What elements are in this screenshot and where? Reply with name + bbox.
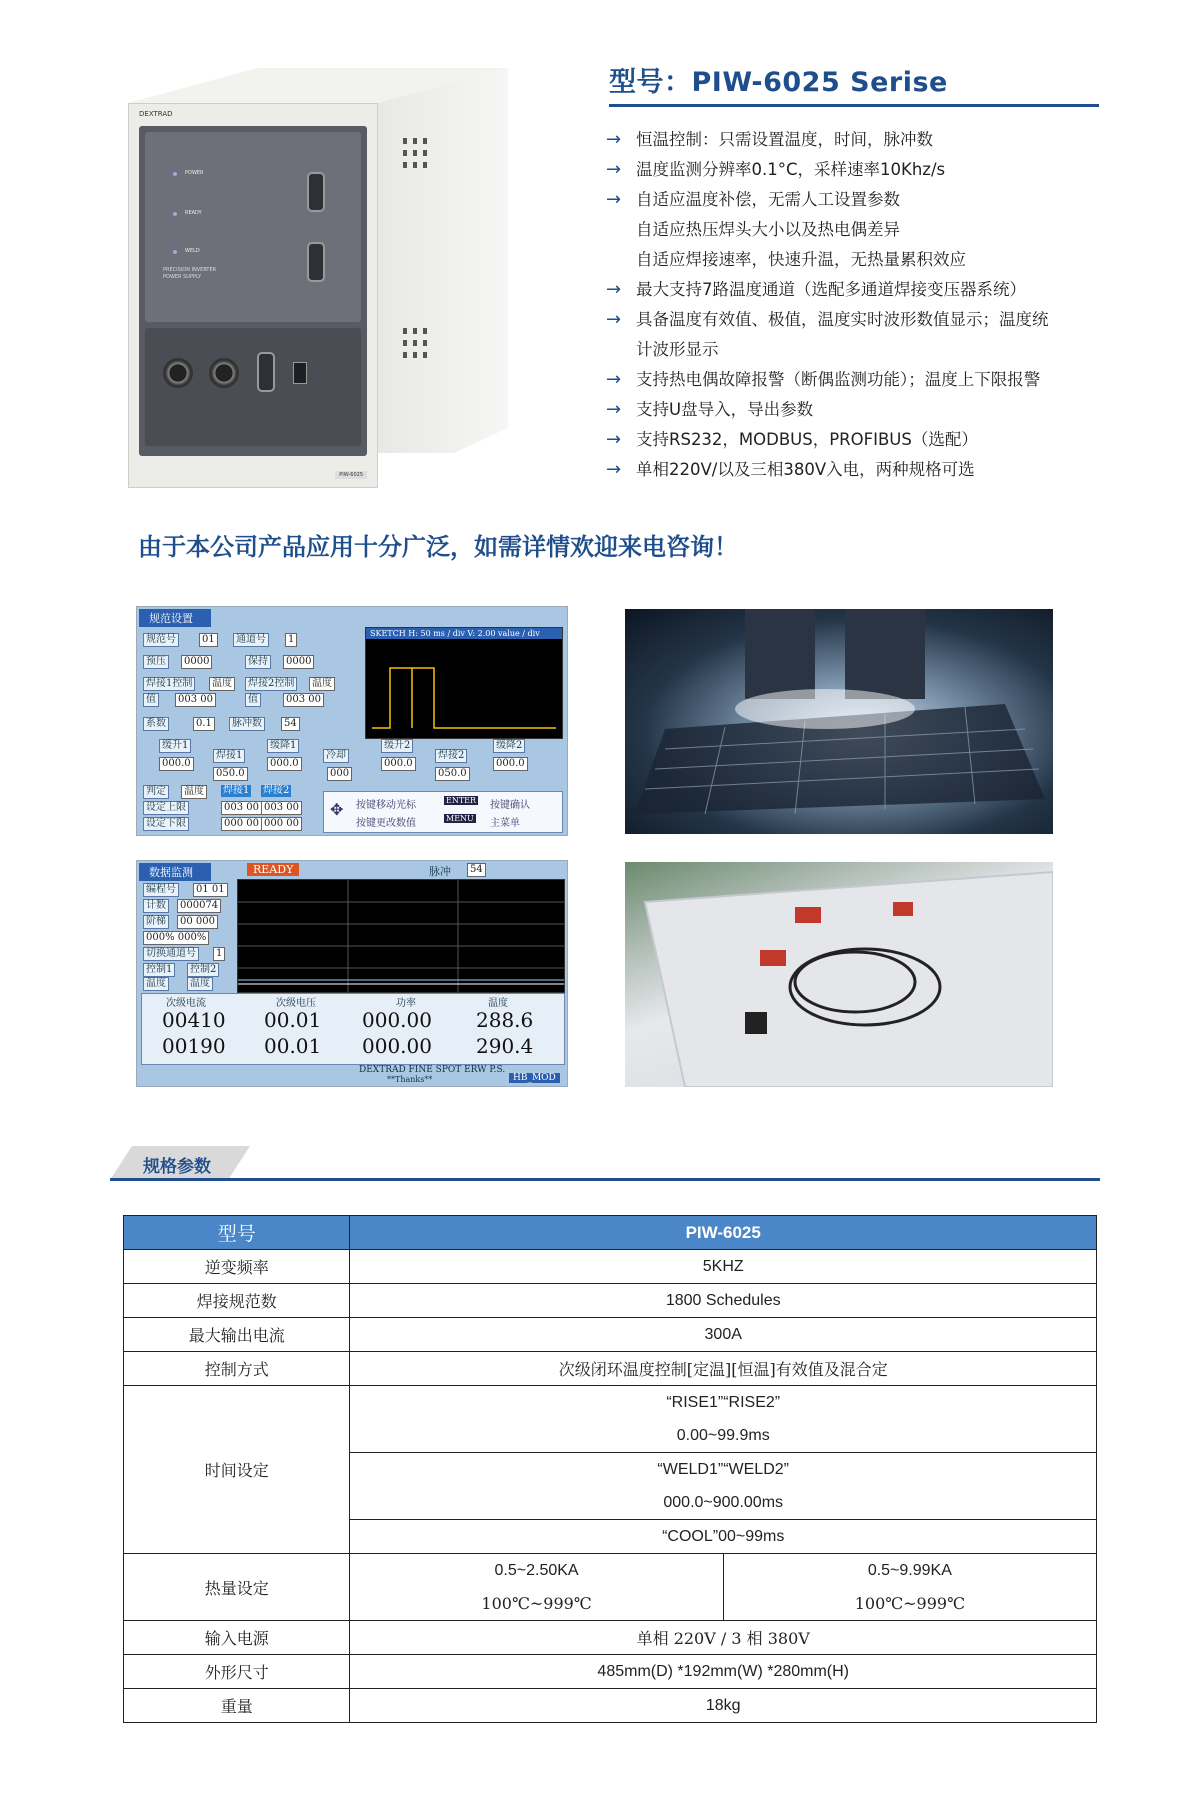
- hmi-value: 0000: [283, 655, 314, 669]
- feature-line: 支持U盘导入，导出参数: [636, 400, 814, 419]
- arrow-right-icon: →: [606, 129, 622, 150]
- key-hint-panel: [323, 791, 563, 833]
- product-image: [128, 68, 508, 488]
- arrow-right-icon: →: [606, 369, 622, 390]
- readout-current: 00190: [162, 1034, 226, 1058]
- feature-line: 支持RS232，MODBUS，PROFIBUS（选配）: [636, 430, 978, 449]
- spec-label: 热量设定: [124, 1554, 350, 1621]
- weld-led-label: WELD: [185, 248, 200, 254]
- production-line-photo: [625, 609, 1053, 834]
- spec-value: 100℃~999℃: [723, 1587, 1096, 1621]
- arrow-right-icon: →: [606, 309, 622, 330]
- monitor-readout: [141, 993, 565, 1065]
- consult-banner: 由于本公司产品应用十分广泛，如需详情欢迎来电咨询！: [138, 533, 738, 561]
- panel-caption: [163, 267, 216, 281]
- readout-power: 000.00: [362, 1034, 432, 1058]
- hint-text: 按键确认: [490, 800, 530, 811]
- spec-row: [124, 1386, 1097, 1420]
- dpad-icon: ✥: [330, 800, 344, 819]
- control-panel: [139, 126, 367, 456]
- vent: [423, 138, 427, 144]
- vent: [403, 340, 407, 346]
- column-header: 次级电压: [276, 998, 316, 1009]
- hmi-label: 设定下限: [143, 817, 189, 831]
- step-label: 冷却: [323, 749, 349, 763]
- hmi-value: 温度: [181, 785, 207, 799]
- round-connector-right: [209, 358, 239, 388]
- spec-row: [124, 1352, 1097, 1386]
- hmi-value: 0.1: [193, 717, 215, 731]
- hmi-label: 焊接2控制: [245, 677, 297, 691]
- monitor-value: 1: [213, 947, 225, 961]
- spec-label: 逆变频率: [124, 1250, 350, 1284]
- spec-value: 18kg: [350, 1689, 1097, 1723]
- hmi-value: 1: [285, 633, 297, 647]
- hmi-value: 温度: [209, 677, 235, 691]
- spec-row: [124, 1655, 1097, 1689]
- hmi-label: 系数: [143, 717, 169, 731]
- vent: [413, 328, 417, 334]
- vent: [403, 138, 407, 144]
- vent: [423, 352, 427, 358]
- arrow-right-icon: →: [606, 189, 622, 210]
- panel-upper: [145, 132, 361, 322]
- step-value: 000.0: [267, 757, 302, 771]
- spec-label: 重量: [124, 1689, 350, 1723]
- spec-row: [124, 1318, 1097, 1352]
- step-value: 000.0: [159, 757, 194, 771]
- feature-item: [606, 305, 1106, 365]
- vent: [413, 150, 417, 156]
- panel-caption-line: PRECISION INVERTER: [163, 267, 217, 273]
- feature-line: 最大支持7路温度通道（选配多通道焊接变压器系统）: [636, 280, 1026, 299]
- spec-row: [124, 1250, 1097, 1284]
- monitor-label: 计数: [143, 899, 169, 913]
- monitor-waveform: [238, 880, 564, 992]
- monitor-value: 00 000: [177, 915, 218, 929]
- spec-row: [124, 1621, 1097, 1655]
- vent: [423, 162, 427, 168]
- step-value: 000: [327, 767, 352, 781]
- hmi-label: 值: [143, 693, 159, 707]
- hmi-value: 003 00: [221, 801, 262, 815]
- ready-led: [173, 212, 177, 216]
- vent: [423, 340, 427, 346]
- hmi-label: 预压: [143, 655, 169, 669]
- hmi-label: 规范号: [143, 633, 179, 647]
- spec-label: 输入电源: [124, 1621, 350, 1655]
- hmi-value: 000 00: [221, 817, 262, 831]
- model-title: 型号：PIW-6025 Serise: [609, 67, 948, 98]
- spec-value: 000.0~900.00ms: [350, 1486, 1097, 1520]
- title-rule: [609, 104, 1099, 107]
- spec-value: 0.00~99.9ms: [350, 1419, 1097, 1453]
- step-label: 焊接2: [435, 749, 467, 763]
- vent: [413, 162, 417, 168]
- spec-value: “COOL”00~99ms: [350, 1520, 1097, 1554]
- power-led-label: POWER: [185, 170, 204, 176]
- menu-key: MENU: [446, 814, 474, 823]
- hmi-value: 003 00: [283, 693, 324, 707]
- vent: [423, 150, 427, 156]
- spec-label: 时间设定: [124, 1386, 350, 1554]
- monitor-value: 000074: [177, 899, 221, 913]
- spec-value: 5KHZ: [350, 1250, 1097, 1284]
- spec-row: [124, 1554, 1097, 1588]
- rs232-port: [257, 352, 275, 392]
- weld1-tag: 焊接1: [223, 785, 250, 796]
- step-label: 缓降1: [267, 739, 299, 753]
- hmi-label: 设定上限: [143, 801, 189, 815]
- feature-item: [606, 455, 1106, 485]
- step-label: 缓升2: [381, 739, 413, 753]
- feature-item: [606, 155, 1106, 185]
- step-value: 050.0: [213, 767, 248, 781]
- step-label: 焊接1: [213, 749, 245, 763]
- arrow-right-icon: →: [606, 399, 622, 420]
- sketch-info: H: 50 ms / div V: 2.00 value / div: [408, 629, 540, 638]
- section-label: 规格参数: [143, 1157, 211, 1177]
- vent: [403, 328, 407, 334]
- feature-item: [606, 185, 1106, 275]
- panel-caption-line: POWER SUPPLY: [163, 274, 202, 280]
- monitor-label: 编程号: [143, 883, 179, 897]
- ready-badge: READY: [247, 863, 299, 876]
- serial-port-bottom: [307, 242, 325, 282]
- hmi-value: 温度: [309, 677, 335, 691]
- monitor-scope: [237, 879, 565, 993]
- spec-value: “RISE1”“RISE2”: [350, 1386, 1097, 1420]
- monitor-label: 控制2: [187, 963, 219, 977]
- weld2-tag: 焊接2: [263, 785, 290, 796]
- feature-item: [606, 425, 1106, 455]
- readout-voltage: 00.01: [264, 1034, 322, 1058]
- spec-label: 焊接规范数: [124, 1284, 350, 1318]
- hmi-label: 值: [245, 693, 261, 707]
- step-value: 000.0: [493, 757, 528, 771]
- column-header: 温度: [488, 998, 508, 1009]
- spec-label: 最大输出电流: [124, 1318, 350, 1352]
- ready-led-label: READY: [185, 210, 202, 216]
- hint-text: 主菜单: [490, 818, 520, 829]
- spec-value: 1800 Schedules: [350, 1284, 1097, 1318]
- spec-value: 485mm(D) *192mm(W) *280mm(H): [350, 1655, 1097, 1689]
- side-vents: [403, 138, 463, 418]
- spec-row: [124, 1284, 1097, 1318]
- column-header: 次级电流: [166, 998, 206, 1009]
- spec-value: PIW-6025: [350, 1216, 1097, 1250]
- arrow-right-icon: →: [606, 159, 622, 180]
- spec-row-model: [124, 1216, 1097, 1250]
- spec-value: 0.5~9.99KA: [723, 1554, 1096, 1588]
- step-label: 缓降2: [493, 739, 525, 753]
- arrow-right-icon: →: [606, 279, 622, 300]
- hmi-label: 判定: [143, 785, 169, 799]
- hmi-label: 保持: [245, 655, 271, 669]
- panel-lower: [145, 328, 361, 446]
- feature-list: [606, 125, 1106, 485]
- spec-value: 单相 220V / 3 相 380V: [350, 1621, 1097, 1655]
- hmi-label: 焊接1控制: [143, 677, 195, 691]
- step-label: 缓升1: [159, 739, 191, 753]
- production-line-illustration: [625, 609, 1053, 834]
- hmi-value: 01: [199, 633, 218, 647]
- feature-item: [606, 395, 1106, 425]
- feature-line: 具备温度有效值、极值，温度实时波形数值显示；温度统: [636, 310, 1049, 329]
- thermocouple-photo: [625, 862, 1053, 1087]
- mod-badge: HB_MOD: [509, 1073, 560, 1083]
- hmi-monitor-screen: [136, 860, 568, 1087]
- spec-value: “WELD1”“WELD2”: [350, 1453, 1097, 1487]
- feature-line: 恒温控制：只需设置温度，时间，脉冲数: [636, 130, 933, 149]
- monitor-label: 阶梯: [143, 915, 169, 929]
- hmi-title: 数据监测: [139, 863, 211, 881]
- sketch-waveform: [366, 628, 562, 738]
- monitor-label: 控制1: [143, 963, 175, 977]
- hmi-value: 003 00: [175, 693, 216, 707]
- feature-item: [606, 125, 1106, 155]
- feature-line: 计波形显示: [636, 340, 719, 359]
- column-header: 功率: [396, 998, 416, 1009]
- spec-value: 300A: [350, 1318, 1097, 1352]
- vent: [403, 162, 407, 168]
- unit-front: [128, 103, 378, 488]
- feature-line: 自适应热压焊头大小以及热电偶差异: [636, 220, 900, 239]
- thanks-text: **Thanks**: [387, 1075, 433, 1084]
- sketch-label: SKETCH: [370, 629, 406, 638]
- spec-label: 型号: [124, 1216, 350, 1250]
- readout-temperature: 290.4: [476, 1034, 534, 1058]
- serial-port-top: [307, 172, 325, 212]
- power-led: [173, 172, 177, 176]
- feature-line: 单相220V/以及三相380V入电，两种规格可选: [636, 460, 975, 479]
- weld-led: [173, 250, 177, 254]
- readout-voltage: 00.01: [264, 1008, 322, 1032]
- hmi-label: 脉冲数: [229, 717, 265, 731]
- hint-text: 按键更改数值: [356, 818, 416, 829]
- feature-line: 自适应温度补偿，无需人工设置参数: [636, 190, 900, 209]
- hmi-value: 000 00: [261, 817, 302, 831]
- monitor-value: 01 01: [193, 883, 228, 897]
- hint-text: 按键移动光标: [356, 800, 416, 811]
- feature-item: [606, 275, 1106, 305]
- readout-power: 000.00: [362, 1008, 432, 1032]
- usb-port: [293, 362, 307, 384]
- readout-current: 00410: [162, 1008, 226, 1032]
- pulse-label: 脉冲: [429, 865, 451, 878]
- model-plate: PIW-6025: [335, 471, 367, 479]
- monitor-label: 温度: [143, 977, 169, 991]
- vent: [423, 328, 427, 334]
- feature-line: 温度监测分辨率0.1°C，采样速率10Khz/s: [636, 160, 946, 179]
- pulse-value: 54: [467, 863, 486, 877]
- hmi-schedule-screen: [136, 606, 568, 836]
- hmi-title: 规范设置: [139, 609, 211, 627]
- spec-label: 控制方式: [124, 1352, 350, 1386]
- feature-item: [606, 365, 1106, 395]
- hmi-label: 通道号: [233, 633, 269, 647]
- sketch-scope: [365, 627, 563, 739]
- spec-value: 0.5~2.50KA: [350, 1554, 723, 1588]
- arrow-right-icon: →: [606, 459, 622, 480]
- arrow-right-icon: →: [606, 429, 622, 450]
- readout-temperature: 288.6: [476, 1008, 534, 1032]
- feature-line: 支持热电偶故障报警（断偶监测功能）；温度上下限报警: [636, 370, 1041, 389]
- enter-key: ENTER: [446, 796, 477, 805]
- spec-value: 100℃~999℃: [350, 1587, 723, 1621]
- feature-line: 自适应焊接速率，快速升温，无热量累积效应: [636, 250, 966, 269]
- step-value: 000.0: [381, 757, 416, 771]
- vent: [413, 340, 417, 346]
- unit-brand: DEXTRAD: [139, 110, 173, 118]
- monitor-label: 温度: [187, 977, 213, 991]
- vent: [413, 352, 417, 358]
- footer-text: DEXTRAD FINE SPOT ERW P.S.: [359, 1065, 506, 1075]
- hmi-value: 54: [281, 717, 300, 731]
- spec-label: 外形尺寸: [124, 1655, 350, 1689]
- hmi-value: 0000: [181, 655, 212, 669]
- hmi-value: 003 00: [261, 801, 302, 815]
- spec-value: 次级闭环温度控制[定温][恒温]有效值及混合定: [350, 1352, 1097, 1386]
- spec-table: [123, 1215, 1097, 1723]
- monitor-label: 切换通道号: [143, 947, 199, 961]
- section-rule: [110, 1178, 1100, 1181]
- vent: [403, 352, 407, 358]
- round-connector-left: [163, 358, 193, 388]
- step-value: 050.0: [435, 767, 470, 781]
- thermocouple-illustration: [625, 862, 1053, 1087]
- vent: [403, 150, 407, 156]
- monitor-value: 000% 000%: [143, 931, 209, 945]
- vent: [413, 138, 417, 144]
- spec-row: [124, 1689, 1097, 1723]
